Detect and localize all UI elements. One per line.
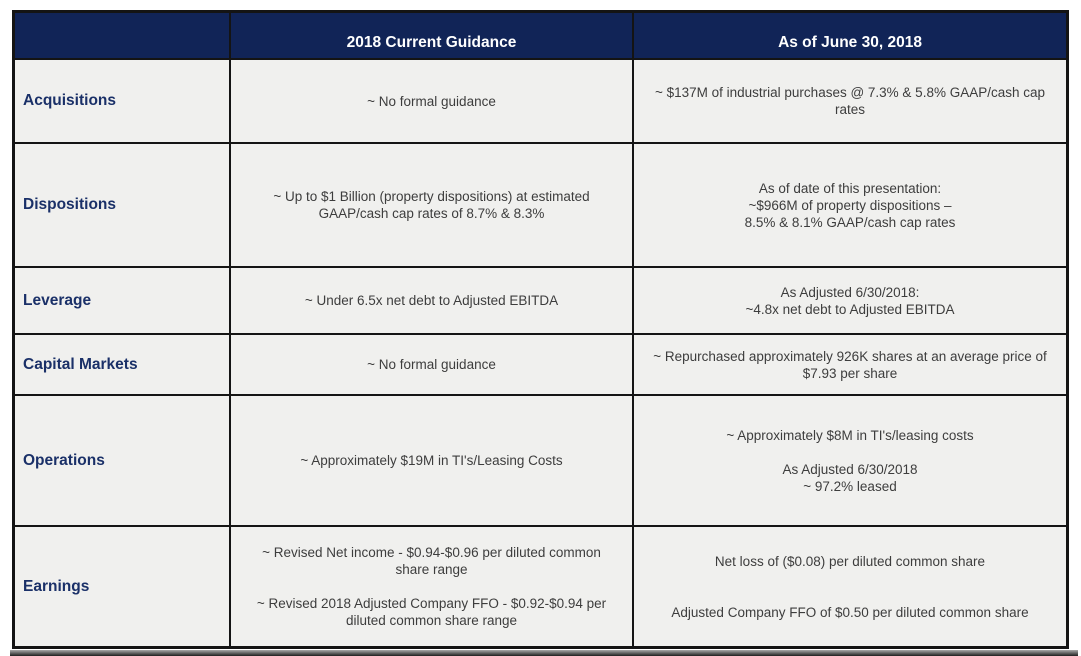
cell-line: ~ Repurchased approximately 926K shares at an average price of $7.93 per share xyxy=(653,348,1047,381)
cell-line: 8.5% & 8.1% GAAP/cash cap rates xyxy=(744,214,956,230)
cell-line: ~ Under 6.5x net debt to Adjusted EBITDA xyxy=(304,293,559,308)
cell-line: ~ No formal guidance xyxy=(367,357,496,372)
bottom-edge-bar xyxy=(10,650,1078,656)
table-row xyxy=(15,394,1066,525)
cell-line: ~ Approximately $19M in TI's/Leasing Costs xyxy=(300,453,563,468)
cell-line: ~ Revised 2018 Adjusted Company FFO - $0.92-$0.94 per diluted common share range xyxy=(256,596,607,628)
asof-cell xyxy=(632,396,1066,525)
guidance-table xyxy=(12,10,1069,649)
table-body xyxy=(15,58,1066,646)
cell-line: ~ $137M of industrial purchases @ 7.3% & 5.8% GAAP/cash cap rates xyxy=(654,85,1046,117)
table-row xyxy=(15,58,1066,142)
asof-cell xyxy=(632,268,1066,333)
guidance-cell xyxy=(229,396,632,525)
guidance-cell xyxy=(229,335,632,394)
asof-cell xyxy=(632,60,1066,142)
asof-cell xyxy=(632,335,1066,394)
asof-cell xyxy=(632,144,1066,266)
cell-line: ~ No formal guidance xyxy=(367,93,496,109)
cell-line: ~ Revised Net income - $0.94-$0.96 per diluted common share range xyxy=(262,545,601,577)
cell-line: Adjusted Company FFO of $0.50 per diluted common share xyxy=(671,604,1029,620)
header-empty-cell xyxy=(15,13,229,58)
table-row xyxy=(15,333,1066,394)
header-as-of-june: As of June 30, 2018 xyxy=(632,13,1066,58)
row-label: Acquisitions xyxy=(23,92,117,109)
guidance-cell xyxy=(229,60,632,142)
header-current-guidance: 2018 Current Guidance xyxy=(229,13,632,58)
cell-line: As Adjusted 6/30/2018 xyxy=(782,461,918,477)
cell-line: ~4.8x net debt to Adjusted EBITDA xyxy=(745,301,955,317)
row-label: Dispositions xyxy=(23,196,117,213)
asof-cell xyxy=(632,527,1066,646)
cell-line: ~ Approximately $8M in TI's/leasing costs xyxy=(726,427,974,443)
cell-line: ~ Up to $1 Billion (property dispositions) at estimated GAAP/cash cap rates of 8.7% & 8.3% xyxy=(273,189,590,221)
cell-line: Net loss of ($0.08) per diluted common share xyxy=(714,553,986,569)
row-label: Leverage xyxy=(23,291,92,309)
cell-line: As Adjusted 6/30/2018: xyxy=(780,284,920,300)
table-row xyxy=(15,525,1066,646)
guidance-cell xyxy=(229,527,632,646)
row-label: Capital Markets xyxy=(23,355,138,373)
cell-line: ~ 97.2% leased xyxy=(803,478,897,494)
guidance-cell xyxy=(229,268,632,333)
table-row xyxy=(15,142,1066,266)
table-header-row xyxy=(15,13,1066,58)
table-row xyxy=(15,266,1066,333)
row-label: Earnings xyxy=(23,577,90,595)
cell-line: ~$966M of property dispositions – xyxy=(748,197,952,213)
cell-line: As of date of this presentation: xyxy=(758,180,942,196)
guidance-cell xyxy=(229,144,632,266)
row-label: Operations xyxy=(23,451,105,469)
